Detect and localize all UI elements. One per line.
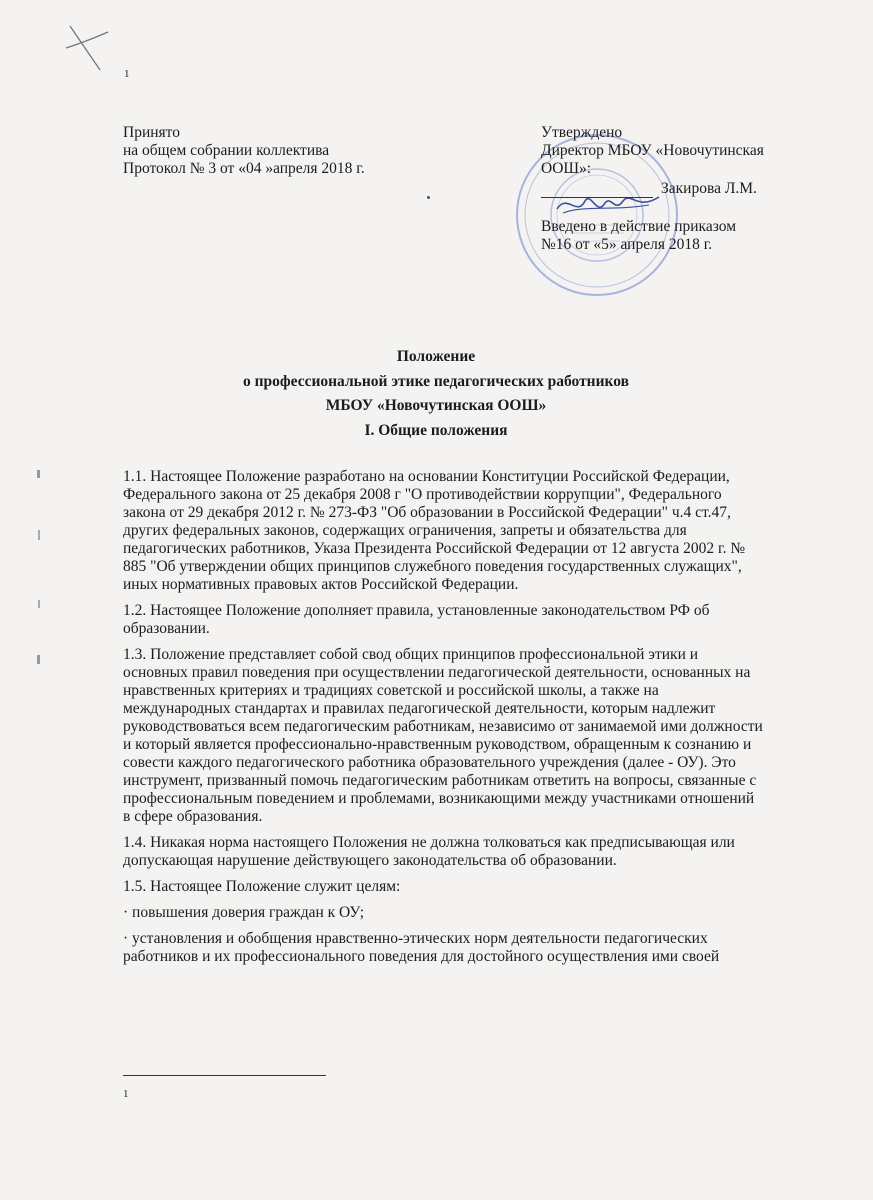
accepted-block [123,124,443,178]
scan-dot [427,196,430,199]
approved-school: ООШ»: [541,160,592,177]
title-regulation: Положение [396,348,476,365]
footnote-separator [123,1075,326,1076]
handwritten-cross-mark [60,18,120,78]
paragraph-1-1: 1.1. Настоящее Положение разработано на основании Конституции Российской Федерации, Федерального закона от 25 декабря 2008 г "О противодействии коррупции", Федерального закона от 29 декабря 2012 г. № 273-ФЗ "Об образовании в Российской Федерации" ч.4 ст.47, других федеральных законов, содержащих ограничения, запреты и обязательства для педагогических работников, Указа Президента Российской Федерации от 12 августа 2002 г. № 885 "Об утверждении общих принципов служебного поведения государственных служащих", иных нормативных правовых актов Российской Федерации. [123,468,746,593]
bullet-item: · установления и обобщения нравственно-этических норм деятельности педагогических работников и их профессионального поведения для достойного осуществления ими своей [123,930,720,965]
signature-row [541,180,821,198]
approved-label: Утверждено [541,124,623,141]
enacted-label: Введено в действие приказом [541,218,737,235]
bullet-item: · повышения доверия граждан к ОУ; [123,904,365,921]
page-number-top: 1 [124,68,130,80]
title-school: МБОУ «Новочутинская ООШ» [325,397,547,414]
accepted-protocol: Протокол № 3 от «04 »апреля 2018 г. [123,160,365,177]
approved-director: Директор МБОУ «Новочутинская [541,142,764,159]
section-heading: I. Общие положения [364,421,508,439]
enacted-order: №16 от «5» апреля 2018 г. [541,236,713,253]
document-body [123,468,763,974]
accepted-label: Принято [123,124,180,141]
paragraph-1-3: 1.3. Положение представляет собой свод общих принципов профессиональной этики и основных правил поведения при осуществлении педагогической деятельности, основанных на нравственных критериях и традициях советской и российской школы, а также на международных стандартах и правилах педагогической деятельности, которым надлежит руководствоваться всем педагогическим работникам, независимо от занимаемой ими должности и который является профессионально-нравственным руководством, обращенным к сознанию и совести каждого педагогического работника образовательного учреждения (далее - ОУ). Это инструмент, призванный помочь педагогическим работникам ответить на вопросы, связанные с профессиональным поведением и проблемами, возникающими между участниками отношений в сфере образования. [123,646,763,825]
document-titles [123,345,749,443]
approved-block [541,124,821,254]
signature-line [541,183,653,198]
title-subject: о профессиональной этике педагогических работников [242,372,630,390]
paragraph-1-5: 1.5. Настоящее Положение служит целям: [123,878,401,895]
paragraph-1-4: 1.4. Никакая норма настоящего Положения не должна толковаться как предписывающая или допускающая нарушение действующего законодательства об образовании. [123,834,735,869]
scan-edge-marks [36,470,42,670]
footnote-number: 1 [123,1088,129,1100]
signatory-name: Закирова Л.М. [661,180,757,197]
paragraph-1-2: 1.2. Настоящее Положение дополняет правила, установленные законодательством РФ об образовании. [123,602,710,637]
spacer [541,198,821,218]
accepted-meeting: на общем собрании коллектива [123,142,330,159]
